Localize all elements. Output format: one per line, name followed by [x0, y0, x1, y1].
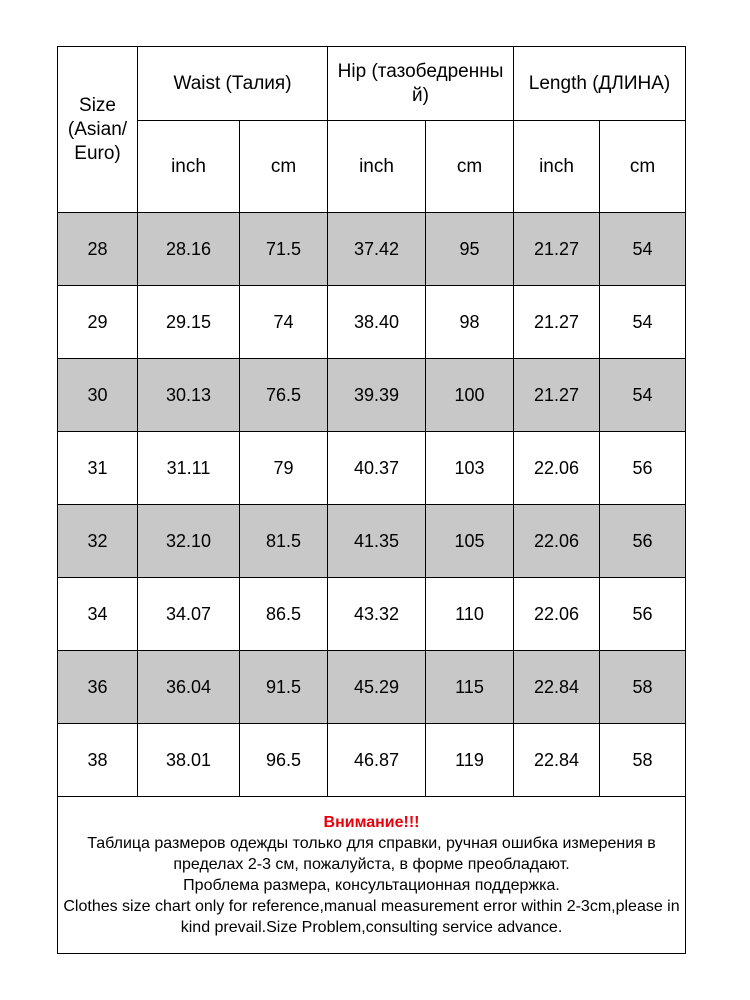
unit-length-inch: inch — [514, 121, 600, 213]
header-length: Length (ДЛИНА) — [514, 47, 686, 121]
cell-waist-cm: 79 — [240, 432, 328, 505]
cell-waist-inch: 30.13 — [138, 359, 240, 432]
table-row — [58, 505, 686, 578]
cell-waist-cm: 96.5 — [240, 724, 328, 797]
size-chart-table — [57, 46, 686, 954]
cell-waist-cm: 86.5 — [240, 578, 328, 651]
table-row — [58, 286, 686, 359]
cell-waist-inch: 32.10 — [138, 505, 240, 578]
table-row — [58, 578, 686, 651]
unit-length-cm: cm — [600, 121, 686, 213]
cell-hip-cm: 95 — [426, 213, 514, 286]
cell-waist-cm: 74 — [240, 286, 328, 359]
unit-waist-cm: cm — [240, 121, 328, 213]
cell-length-cm: 54 — [600, 213, 686, 286]
table-row — [58, 432, 686, 505]
note-en-line: Clothes size chart only for reference,manual measurement error within 2-3cm,please in kind prevail.Size Problem,consulting service advance. — [63, 898, 680, 936]
cell-waist-inch: 36.04 — [138, 651, 240, 724]
cell-hip-inch: 45.29 — [328, 651, 426, 724]
cell-hip-inch: 43.32 — [328, 578, 426, 651]
cell-waist-cm: 71.5 — [240, 213, 328, 286]
header-waist: Waist (Талия) — [138, 47, 328, 121]
unit-hip-cm: cm — [426, 121, 514, 213]
table-row — [58, 213, 686, 286]
unit-waist-inch: inch — [138, 121, 240, 213]
cell-hip-cm: 119 — [426, 724, 514, 797]
cell-length-cm: 58 — [600, 651, 686, 724]
cell-hip-inch: 41.35 — [328, 505, 426, 578]
header-hip-label: Hip (тазобедренный) — [337, 60, 504, 106]
header-size: Size (Asian/ Euro) — [58, 47, 138, 213]
cell-waist-inch: 34.07 — [138, 578, 240, 651]
cell-waist-inch: 31.11 — [138, 432, 240, 505]
cell-length-cm: 54 — [600, 359, 686, 432]
cell-hip-cm: 110 — [426, 578, 514, 651]
cell-length-inch: 21.27 — [514, 213, 600, 286]
cell-hip-cm: 105 — [426, 505, 514, 578]
table-row — [58, 724, 686, 797]
cell-waist-inch: 38.01 — [138, 724, 240, 797]
cell-length-cm: 58 — [600, 724, 686, 797]
cell-waist-cm: 81.5 — [240, 505, 328, 578]
table-row — [58, 359, 686, 432]
cell-hip-cm: 115 — [426, 651, 514, 724]
cell-length-inch: 22.06 — [514, 432, 600, 505]
cell-size: 38 — [58, 724, 138, 797]
cell-hip-cm: 98 — [426, 286, 514, 359]
cell-hip-inch: 46.87 — [328, 724, 426, 797]
cell-size: 32 — [58, 505, 138, 578]
cell-waist-cm: 91.5 — [240, 651, 328, 724]
unit-hip-inch: inch — [328, 121, 426, 213]
cell-size: 29 — [58, 286, 138, 359]
cell-hip-cm: 103 — [426, 432, 514, 505]
cell-length-inch: 22.84 — [514, 651, 600, 724]
cell-size: 36 — [58, 651, 138, 724]
cell-length-inch: 21.27 — [514, 286, 600, 359]
cell-length-cm: 56 — [600, 432, 686, 505]
cell-hip-inch: 39.39 — [328, 359, 426, 432]
cell-waist-inch: 29.15 — [138, 286, 240, 359]
note-ru-line-1: Таблица размеров одежды только для справки, ручная ошибка измерения в пределах 2-3 см, пожалуйста, в форме преобладают. — [87, 835, 656, 873]
cell-size: 30 — [58, 359, 138, 432]
header-row-groups — [58, 47, 686, 121]
cell-hip-cm: 100 — [426, 359, 514, 432]
note-row — [58, 797, 686, 954]
cell-size: 34 — [58, 578, 138, 651]
cell-length-inch: 22.06 — [514, 505, 600, 578]
cell-waist-cm: 76.5 — [240, 359, 328, 432]
cell-length-cm: 56 — [600, 578, 686, 651]
cell-length-inch: 22.84 — [514, 724, 600, 797]
cell-length-cm: 54 — [600, 286, 686, 359]
cell-hip-inch: 37.42 — [328, 213, 426, 286]
cell-size: 31 — [58, 432, 138, 505]
note-ru-line-2: Проблема размера, консультационная поддержка. — [183, 877, 560, 894]
cell-length-inch: 22.06 — [514, 578, 600, 651]
cell-length-cm: 56 — [600, 505, 686, 578]
header-hip — [328, 47, 514, 121]
warning-title: Внимание!!! — [323, 814, 420, 831]
cell-size: 28 — [58, 213, 138, 286]
header-row-units — [58, 121, 686, 213]
table-row — [58, 651, 686, 724]
cell-hip-inch: 40.37 — [328, 432, 426, 505]
note-cell — [58, 797, 686, 954]
cell-waist-inch: 28.16 — [138, 213, 240, 286]
cell-hip-inch: 38.40 — [328, 286, 426, 359]
cell-length-inch: 21.27 — [514, 359, 600, 432]
